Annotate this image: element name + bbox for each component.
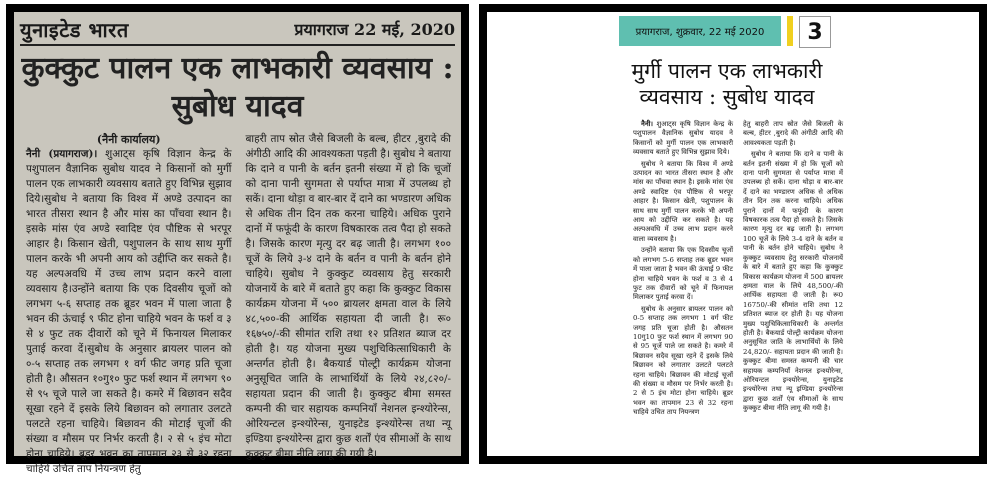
newspaper-name: युनाइटेड भारत	[20, 17, 129, 42]
dateline-lead: नैनी (प्रयागराज)।	[26, 148, 98, 160]
header-dateline: प्रयागराज, शुक्रवार, 22 मई 2020	[635, 27, 765, 38]
paragraph-text: शुआट्स कृषि विज्ञान केन्द्र के पशुपालन वैज्ञानिक सुबोध यादव ने किसानों को मुर्गी पालन एक लाभकारी व्यवसाय बताते हुए विभिन्न सुझाव दिये।	[633, 120, 733, 157]
paragraph: हेतु बाहरी ताप स्रोत जैसे बिजली के बल्ब, हीटर ,बुरादे की अंगीठी आदि की आवश्यकता पड़ती है।	[743, 120, 843, 147]
page-number: 3	[807, 19, 823, 45]
header-accent-bar	[787, 16, 793, 46]
left-clipping	[14, 12, 461, 475]
page-number-box	[799, 16, 831, 48]
article-column-1	[26, 132, 232, 475]
headline: कुक्कुट पालन एक लाभकारी व्यवसाय : सुबोध यादव	[21, 51, 454, 124]
office-line: (नैनी कार्यालय)	[96, 133, 161, 146]
paragraph: सुबोध ने बताया कि विश्व में अण्डे उत्पादन का भारत तीसरा स्थान है और मांस का पाँचवा स्थान है। इसके मांस एंव अण्डे स्वादिष्ट एंव पौष्टिक से भरपूर आहार है। किसान खेती, पशुपालन के साथ साथ मुर्गी पालन करके भी अपनी आय को उद्दीप्ति कर सकते है। यह अल्पअवधि में उच्च लाभ प्रदान करने वाला व्यवसाय है।	[633, 159, 733, 243]
page-header-band	[619, 16, 781, 46]
left-clipping-frame	[6, 4, 469, 475]
paragraph: सुबोध के अनुसार ब्रायलर पालन को 0-5 सप्ताह तक लगभग 1 वर्ग फीट जगह प्रति चूजा होती है। औसतन 10गु10 फुट फर्श स्थान में लगभग 90 से 95 चूजें पाले जा सकते है। कमरे में बिछावन सदैव सूखा रहने दें इसके लिये बिछावन को लगातार उलटते पलटते रहना चाहिये। बिछावन की मोटाई चूजों की संख्या व मौसम पर निर्भर करती है। 2 से 5 इंच मोटा होना चाहिये। ब्रूडर भवन का तापमान 23 से 32 रहना चाहिये उचित ताप नियन्त्रण	[633, 304, 733, 417]
article-column-2	[245, 132, 452, 460]
article-body	[633, 120, 843, 452]
dateline-lead: नैनी।	[641, 120, 654, 128]
headline: मुर्गी पालन एक लाभकारी व्यवसाय : सुबोध यादव	[631, 59, 823, 109]
masthead	[20, 14, 455, 46]
paragraph	[633, 120, 733, 158]
article-body	[26, 132, 451, 475]
right-clipping-frame	[479, 4, 987, 464]
paragraph: सुबोध ने बताया कि दाने व पानी के बर्तन इतनी संख्या में हो कि चूजों को दाना पानी सुगमता से पर्याप्त मात्रा में उपलब्ध हो सकें। दाना थोड़ा व बार-बार दें दाने का भण्डारण अधिक से अधिक तीन दिन तक करना चाहिये। अधिक पुराने दानों में फफूंदी के कारण विषकारक तत्व पैदा हो सकते है। जिसके कारण मृत्यु दर बढ़ जाती है। लगभग 100 चूजें के लिये 3-4 दाने के बर्तन व पानी के बर्तन होने चाहिये। सुबोध ने कुक्कुट व्यवसाय हेतु सरकारी योजनायें के बारे में बताते हुए कहा कि कुक्कुट विकास कार्यक्रम योजना में 500 ब्रायलर क्षमता वाल के लिये 48,500/-की आर्थिक सहायता दी जाती है। रू0 16750/-की सीमांत राशि तथा 12 प्रतिशत ब्याज दर होती है। यह योजना मुख्य पशुचिकित्साधिकारी के अन्तर्गत होती है। बैकयार्ड पोल्ट्री कार्यक्रम योजना अनुसूचित जाति के लाभार्थियों के लिये 24,820/- सहायता प्रदान की जाती है। कुक्कुट बीमा समस्त कम्पनी की चार सहायक कम्पनियाँ नेशनल इन्श्योरेन्स, ओरियन्टल इन्श्योरेन्स, युनाइटेड इन्श्योरेन्स तथा न्यू इण्डिया इन्श्योरेन्स द्वारा कुछ शर्तों एंव सीमाओं के साथ कुक्कुट बीमा नीति लागू की गयी है।	[743, 150, 843, 413]
paragraph: उन्होंने बताया कि एक दिवसीय चूजों को लगभग 5-6 सप्ताह तक ब्रूडर भवन में पाला जाता है भवन की ऊंचाई 9 फीट होना चाहिये भवन के फर्श व 3 से 4 फुट तक दीवारों को चूने में फिनायल मिलाकर पुताई करवा दें।	[633, 246, 733, 302]
article-column-2	[743, 120, 843, 452]
article-column-1	[633, 120, 733, 452]
dateline: प्रयागराज 22 मई, 2020	[294, 20, 455, 39]
column-text: बाहरी ताप स्रोत जैसे बिजली के बल्ब, हीटर ,बुरादे की अंगीठी आदि की आवश्यकता पड़ती है। सुबोध ने बताया कि दाने व पानी के बर्तन इतनी संख्या में हो कि चूजों को दाना पानी सुगमता से पर्याप्त मात्रा में उपलब्ध हो सकें। दाना थोड़ा व बार-बार दें दाने का भण्डारण अधिक से अधिक तीन दिन तक करना चाहिये। अधिक पुराने दानों में फफूंदी के कारण विषकारक तत्व पैदा हो सकते है। जिसके कारण मृत्यु दर बढ़ जाती है। लगभग १०० चूजें के लिये ३-४ दाने के बर्तन व पानी के बर्तन होने चाहिये। सुबोध ने कुक्कुट व्यवसाय हेतु सरकारी योजनायें के बारे में बताते हुए कहा कि कुक्कुट विकास कार्यक्रम योजना में ५०० ब्रायलर क्षमता वाल के लिये ४८,५००-की आर्थिक सहायता दी जाती है। रू० १६७५०/-की सीमांत राशि तथा १२ प्रतिशत ब्याज दर होती है। यह योजना मुख्य पशुचिकित्साधिकारी के अन्तर्गत होती है। बैकयार्ड पोल्ट्री कार्यक्रम योजना अनुसूचित जाति के लाभार्थियों के लिये २४,८२०/- सहायता प्रदान की जाती है। कुक्कुट बीमा समस्त कम्पनी की चार सहायक कम्पनियाँ नेशनल इन्श्योरेन्स, ओरियन्टल इन्श्योरेन्स, युनाइटेड इन्श्योरेन्स तथा न्यू इण्डिया इन्श्योरेन्स द्वारा कुछ शर्तों एंव सीमाओं के साथ कुक्कुट बीमा नीति लागू की गयी है।	[245, 133, 451, 460]
right-clipping	[487, 12, 979, 456]
column-text: शुआट्स कृषि विज्ञान केन्द्र के पशुपालन वैज्ञानिक सुबोध यादव ने किसानों को मुर्गी पालन एक लाभकारी व्यवसाय बताते हुए विभिन्न सुझाव दिये।सुबोध ने बताया कि विश्व में अण्डे उत्पादन का भारत तीसरा स्थान है और मांस का पाँचवा स्थान है। इसके मांस एंव अण्डे स्वादिष्ट एंव पौष्टिक से भरपूर आहार है। किसान खेती, पशुपालन के साथ साथ मुर्गी पालन करके भी अपनी आय को उद्दीप्ति कर सकते है। यह अल्पअवधि में उच्च लाभ प्रदान करने वाला व्यवसाय है।उन्होंने बताया कि एक दिवसीय चूजों को लगभग ५-६ सप्ताह तक ब्रूडर भवन में पाला जाता है भवन की ऊंचाई ९ फीट होना चाहिये भवन के फर्श व ३ से ४ फुट तक दीवारों को चूने में फिनायल मिलाकर पुताई करवा दें।सुबोध के अनुसार ब्रायलर पालन को ०-५ सप्ताह तक लगभग १ वर्ग फीट जगह प्रति चूजा होती है। औसतन १०गु१० फुट फर्श स्थान में लगभग ९० से ९५ चूजे पाले जा सकते है। कमरे में बिछावन सदैव सूखा रहने दें इसके लिये बिछावन को लगातार उलटते पलटते रहना चाहिये। बिछावन की मोटाई चूजों की संख्या व मौसम पर निर्भर करती है। २ से ५ इंच मोटा होना चाहिये। ब्रूडर भवन का तापमान २३ से ३२ रहना चाहिये उचित ताप नियन्त्रण हेतु	[26, 148, 232, 475]
